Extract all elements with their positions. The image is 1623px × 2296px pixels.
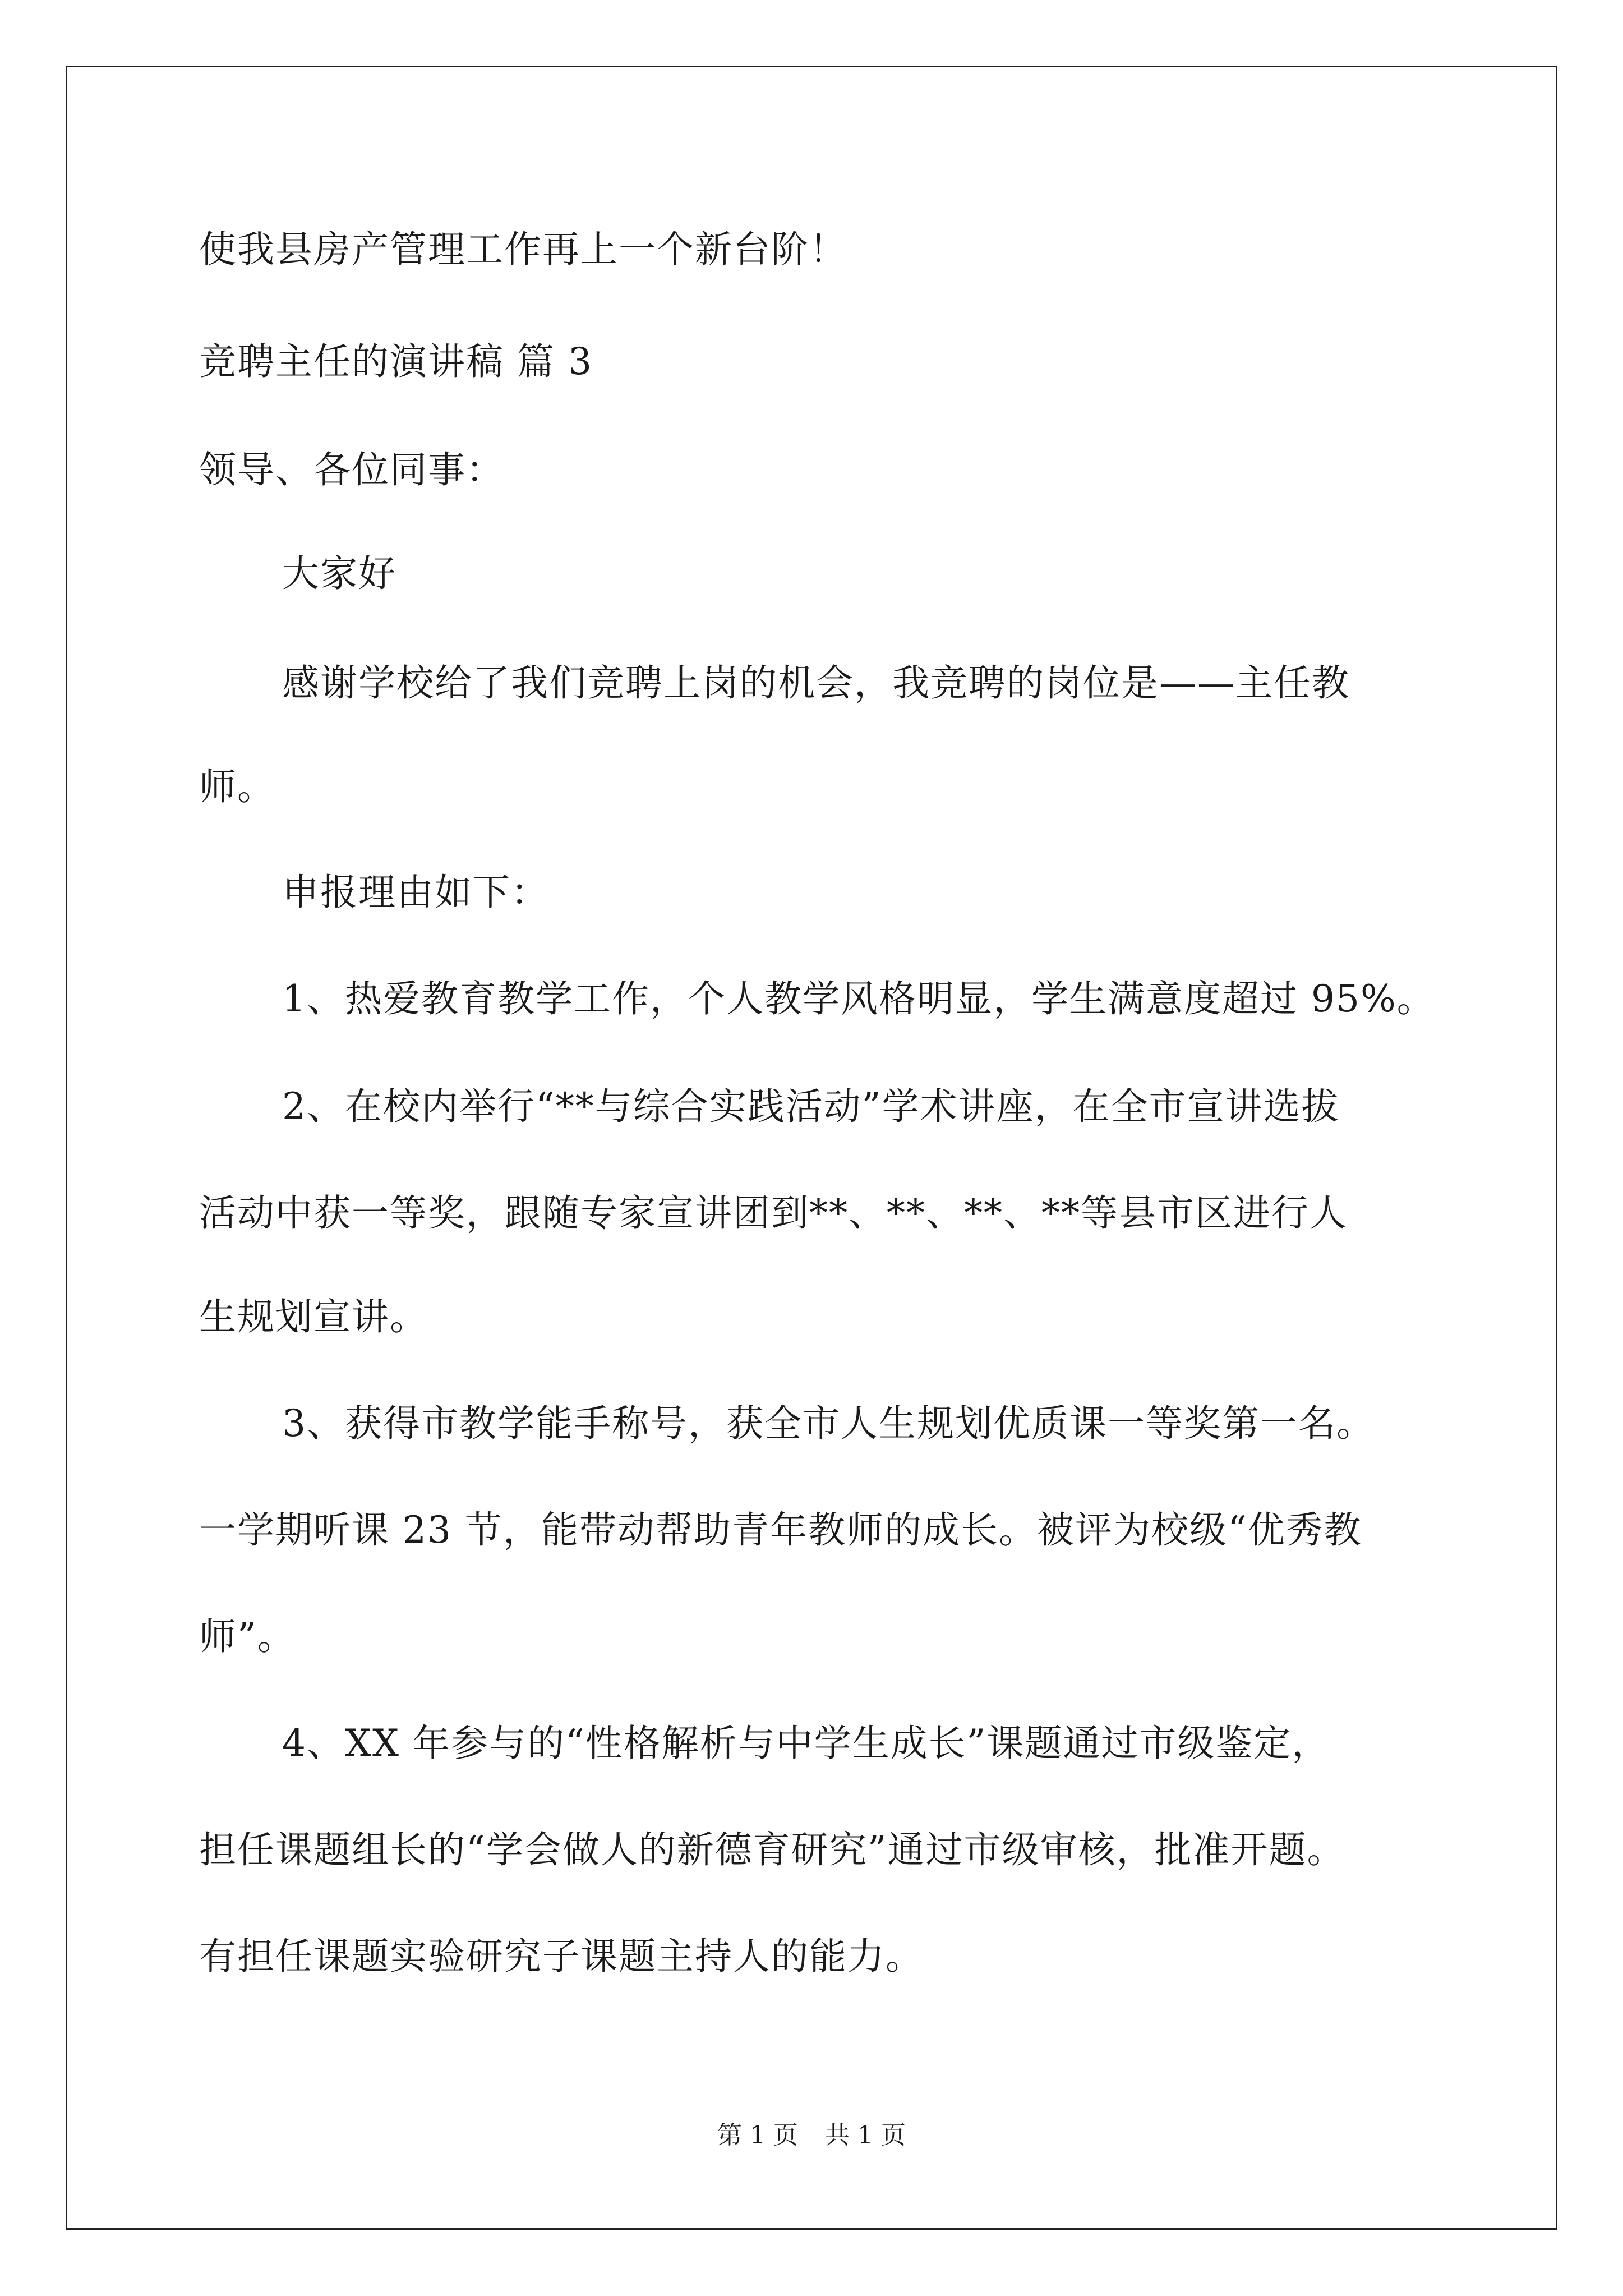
text-line-17: 有担任课题实验研究子课题主持人的能力。 — [199, 1935, 924, 1978]
text-line-8: 1、热爱教育教学工作，个人教学风格明显，学生满意度超过 95%。 — [282, 977, 1435, 1020]
text-line-10: 活动中获一等奖，跟随专家宣讲团到**、**、**、**等县市区进行人 — [199, 1191, 1348, 1235]
page-total: 共 1 页 — [825, 2121, 906, 2150]
text-line-16: 担任课题组长的“学会做人的新德育研究”通过市级审核，批准开题。 — [199, 1828, 1345, 1871]
text-line-5: 感谢学校给了我们竞聘上岗的机会，我竞聘的岗位是——主任教 — [282, 661, 1350, 705]
text-line-12: 3、获得市教学能手称号，获全市人生规划优质课一等奖第一名。 — [282, 1402, 1375, 1445]
text-line-13: 一学期听课 23 节，能带动帮助青年教师的成长。被评为校级“优秀教 — [199, 1508, 1362, 1552]
text-line-14: 师”。 — [199, 1615, 296, 1658]
text-line-9: 2、在校内举行“**与综合实践活动”学术讲座，在全市宣讲选拔 — [282, 1085, 1340, 1128]
greeting: 大家好 — [282, 552, 396, 595]
text-line-7: 申报理由如下： — [282, 871, 549, 914]
text-line-11: 生规划宣讲。 — [199, 1295, 428, 1338]
text-line-15: 4、XX 年参与的“性格解析与中学生成长”课题通过市级鉴定， — [282, 1722, 1330, 1765]
page-border — [66, 66, 1557, 2230]
text-line-6: 师。 — [199, 765, 275, 808]
page-footer — [0, 2123, 1623, 2148]
salutation: 领导、各位同事： — [199, 448, 504, 491]
text-line-1: 使我县房产管理工作再上一个新台阶！ — [199, 228, 847, 271]
section-heading: 竞聘主任的演讲稿 篇 3 — [199, 340, 593, 383]
page-number: 第 1 页 — [717, 2121, 798, 2150]
